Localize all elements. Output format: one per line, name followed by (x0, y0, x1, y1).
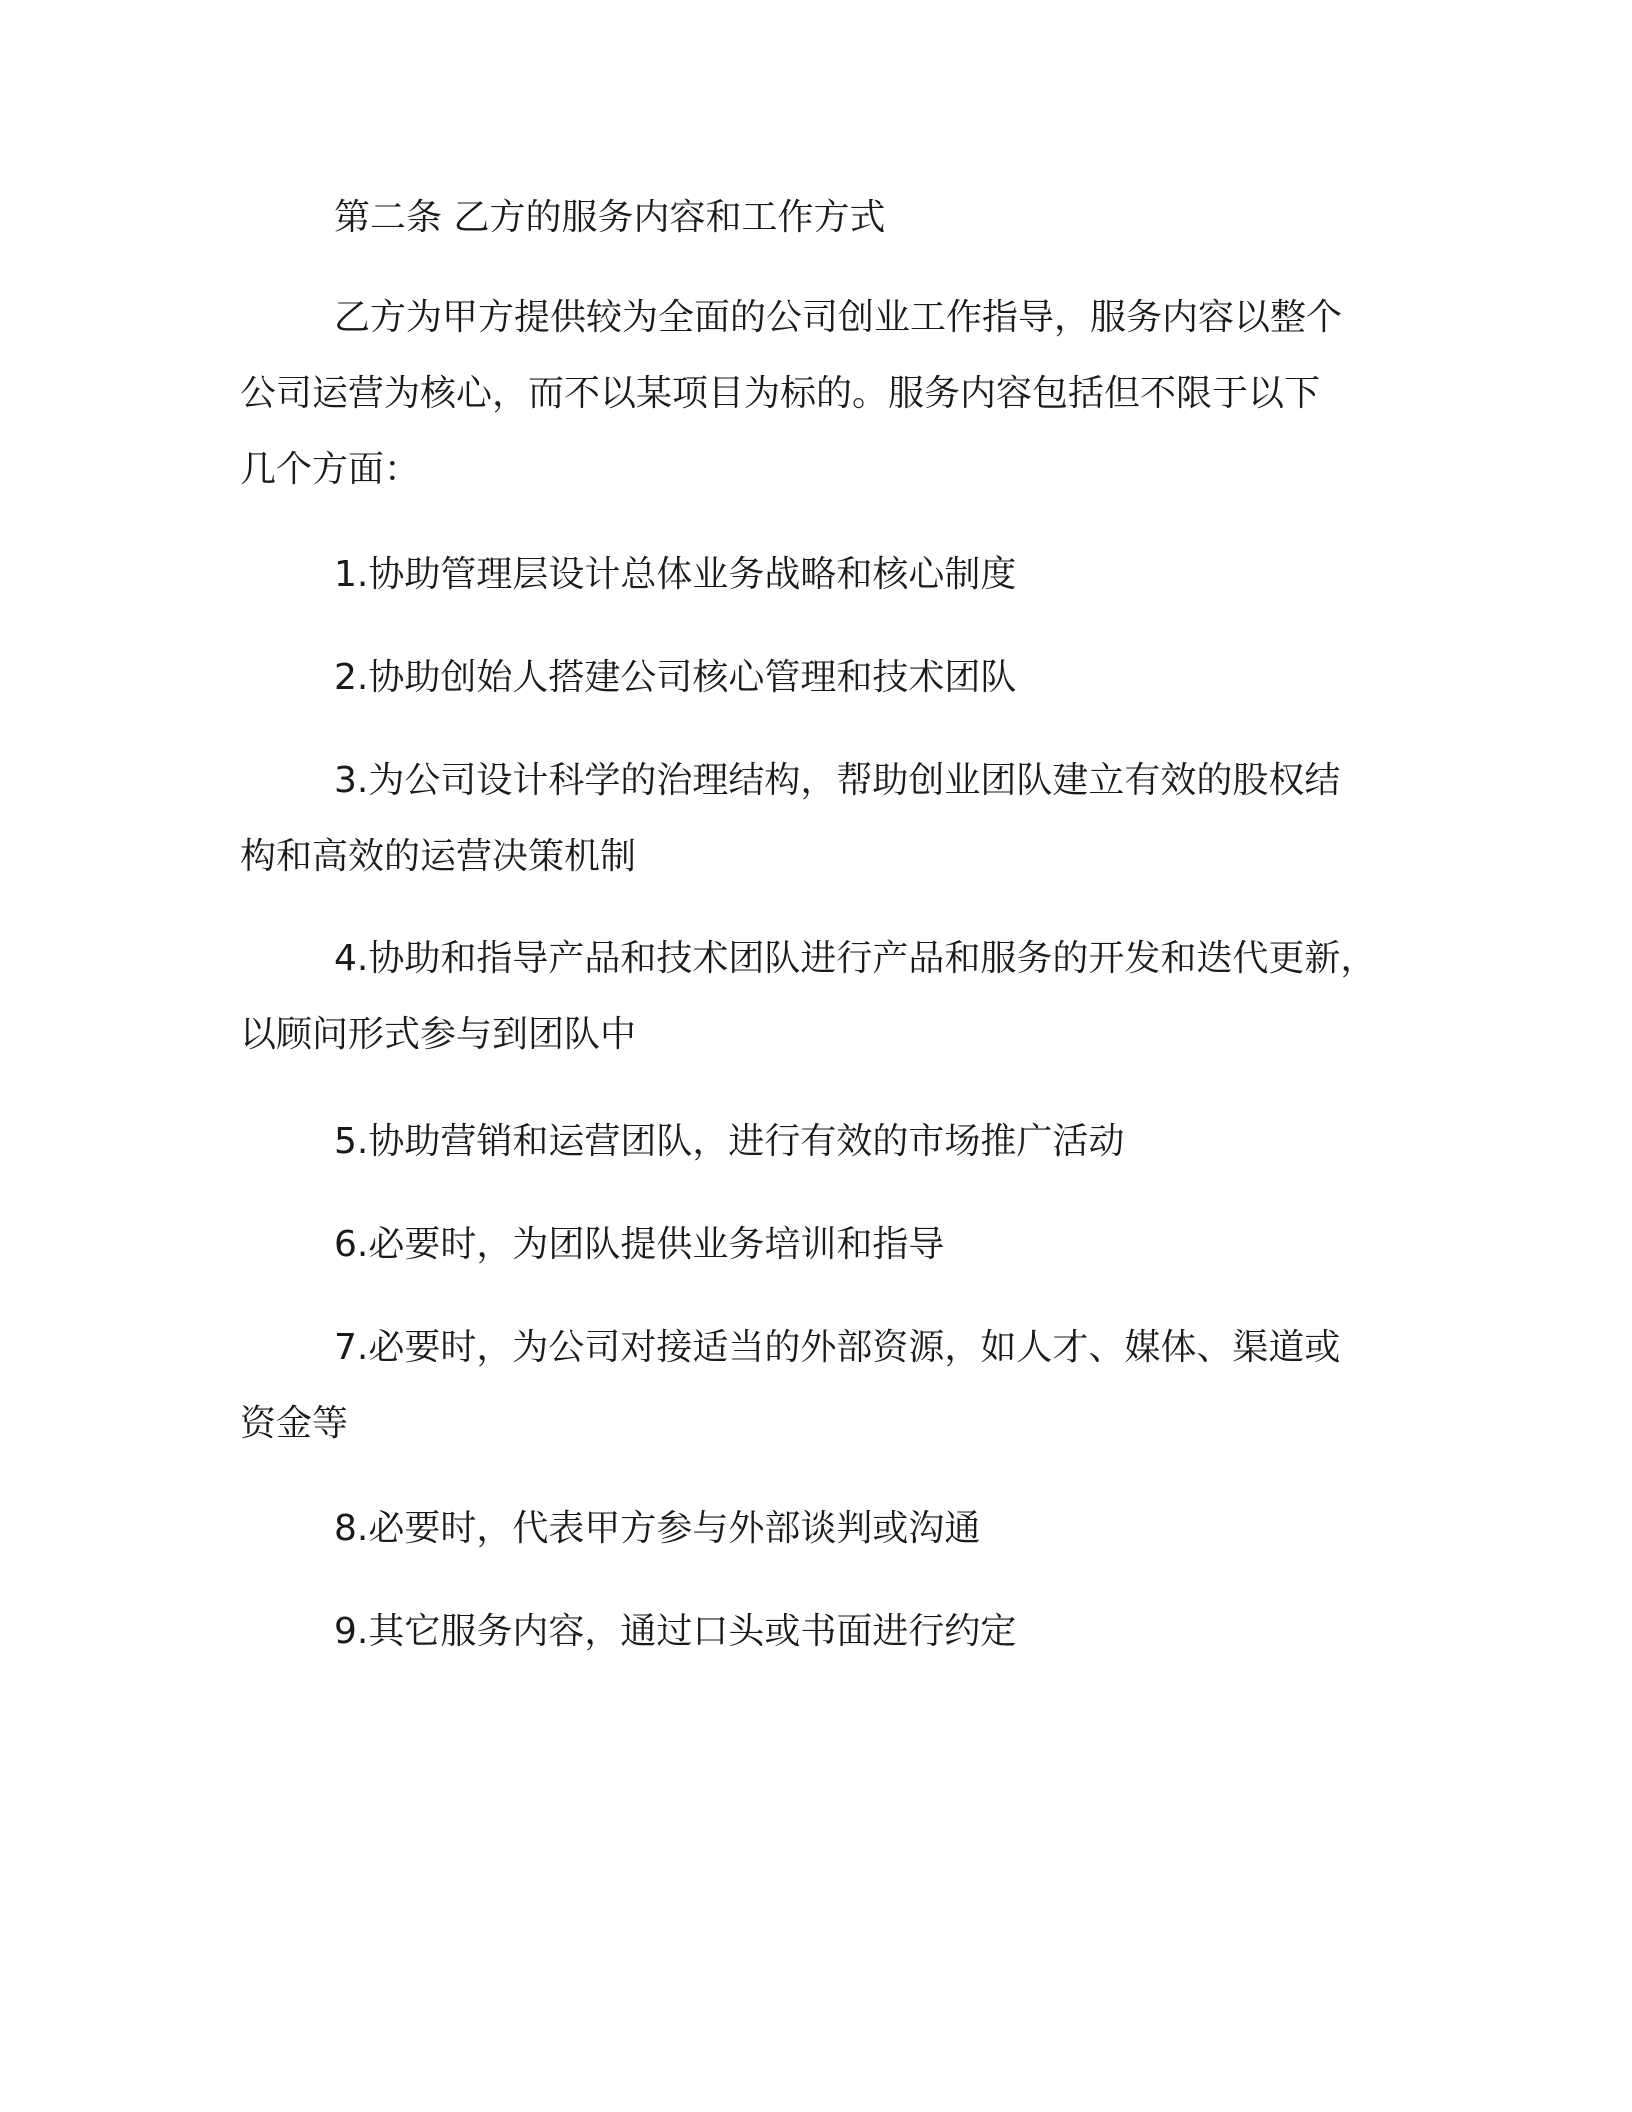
list-item-9 (240, 1594, 1400, 1670)
intro-line: 几个方面： (240, 449, 421, 490)
list-item-line: 2.协助创始人搭建公司核心管理和技术团队 (334, 657, 1017, 698)
list-item-7 (240, 1310, 1400, 1462)
list-item-8 (240, 1491, 1400, 1567)
intro-paragraph (240, 280, 1400, 508)
list-item-1 (240, 537, 1400, 613)
list-item-5 (240, 1104, 1400, 1180)
list-item-line: 5.协助营销和运营团队，进行有效的市场推广活动 (334, 1121, 1125, 1162)
list-item-line: 构和高效的运营决策机制 (240, 836, 637, 877)
list-item-line: 1.协助管理层设计总体业务战略和核心制度 (334, 554, 1017, 595)
list-item-4 (240, 921, 1400, 1073)
list-item-line: 8.必要时，代表甲方参与外部谈判或沟通 (334, 1508, 981, 1549)
list-item-3 (240, 743, 1400, 895)
list-item-line: 3.为公司设计科学的治理结构，帮助创业团队建立有效的股权结 (334, 760, 1341, 801)
list-item-line: 9.其它服务内容，通过口头或书面进行约定 (334, 1611, 1017, 1652)
section-heading (240, 180, 1400, 256)
list-item-line: 6.必要时，为团队提供业务培训和指导 (334, 1224, 945, 1265)
heading-text: 第二条 乙方的服务内容和工作方式 (334, 197, 886, 238)
list-item-line: 资金等 (240, 1403, 349, 1444)
list-item-line: 4.协助和指导产品和技术团队进行产品和服务的开发和迭代更新， (334, 938, 1377, 979)
intro-line: 公司运营为核心，而不以某项目为标的。服务内容包括但不限于以下 (240, 373, 1321, 414)
list-item-line: 以顾问形式参与到团队中 (240, 1014, 637, 1055)
list-item-2 (240, 640, 1400, 716)
list-item-6 (240, 1207, 1400, 1283)
list-item-line: 7.必要时，为公司对接适当的外部资源，如人才、媒体、渠道或 (334, 1327, 1341, 1368)
intro-line: 乙方为甲方提供较为全面的公司创业工作指导，服务内容以整个 (334, 297, 1343, 338)
